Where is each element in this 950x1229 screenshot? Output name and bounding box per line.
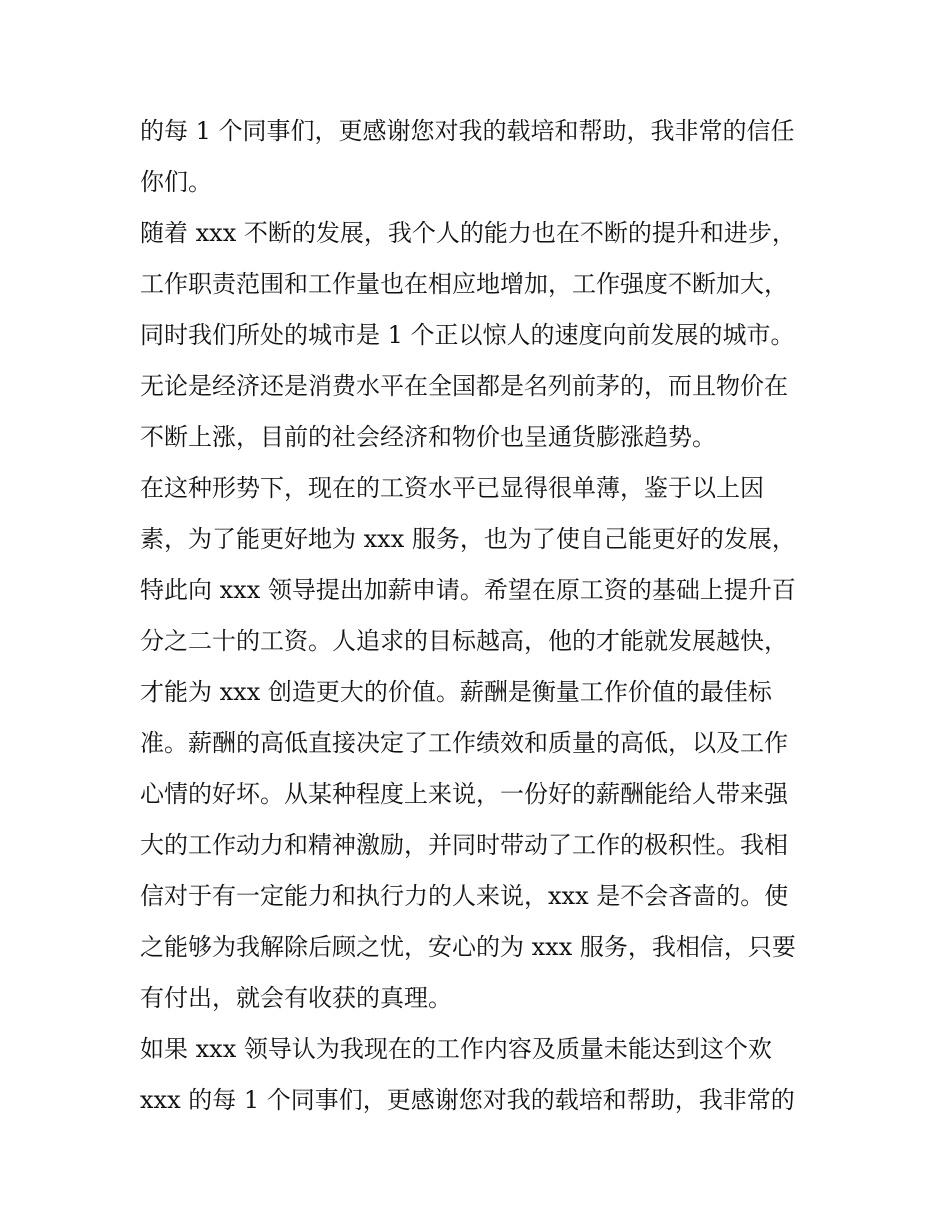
document-body bbox=[140, 106, 820, 1126]
text-line: 工作职责范围和工作量也在相应地增加，工作强度不断加大， bbox=[140, 270, 788, 298]
text-line: 之能够为我解除后顾之忧，安心的为 xxx 服务，我相信，只要 bbox=[140, 933, 796, 961]
text-line: 特此向 xxx 领导提出加薪申请。希望在原工资的基础上提升百 bbox=[140, 576, 796, 604]
text-line: 信对于有一定能力和执行力的人来说，xxx 是不会吝啬的。使 bbox=[140, 882, 789, 910]
text-line: xxx 的每 1 个同事们，更感谢您对我的载培和帮助，我非常的 bbox=[140, 1086, 795, 1114]
text-line: 你们。 bbox=[140, 168, 212, 196]
text-line: 大的工作动力和精神激励，并同时带动了工作的极积性。我相 bbox=[140, 831, 788, 859]
text-line: 的每 1 个同事们，更感谢您对我的载培和帮助，我非常的信任 bbox=[140, 117, 795, 145]
text-line: 如果 xxx 领导认为我现在的工作内容及质量未能达到这个欢 bbox=[140, 1035, 772, 1063]
text-line: 不断上涨，目前的社会经济和物价也呈通货膨涨趋势。 bbox=[140, 423, 716, 451]
text-line: 无论是经济还是消费水平在全国都是名列前茅的，而且物价在 bbox=[140, 372, 788, 400]
text-line: 同时我们所处的城市是 1 个正以惊人的速度向前发展的城市。 bbox=[140, 321, 795, 349]
text-line: 素，为了能更好地为 xxx 服务，也为了使自己能更好的发展， bbox=[140, 525, 796, 553]
text-line: 在这种形势下，现在的工资水平已显得很单薄，鉴于以上因 bbox=[140, 474, 764, 502]
text-line: 随着 xxx 不断的发展，我个人的能力也在不断的提升和进步， bbox=[140, 219, 796, 247]
text-line: 分之二十的工资。人追求的目标越高，他的才能就发展越快， bbox=[140, 627, 788, 655]
text-line: 心情的好坏。从某种程度上来说，一份好的薪酬能给人带来强 bbox=[140, 780, 788, 808]
text-line: 才能为 xxx 创造更大的价值。薪酬是衡量工作价值的最佳标 bbox=[140, 678, 772, 706]
text-line: 有付出，就会有收获的真理。 bbox=[140, 984, 452, 1012]
text-line: 准。薪酬的高低直接决定了工作绩效和质量的高低，以及工作 bbox=[140, 729, 788, 757]
